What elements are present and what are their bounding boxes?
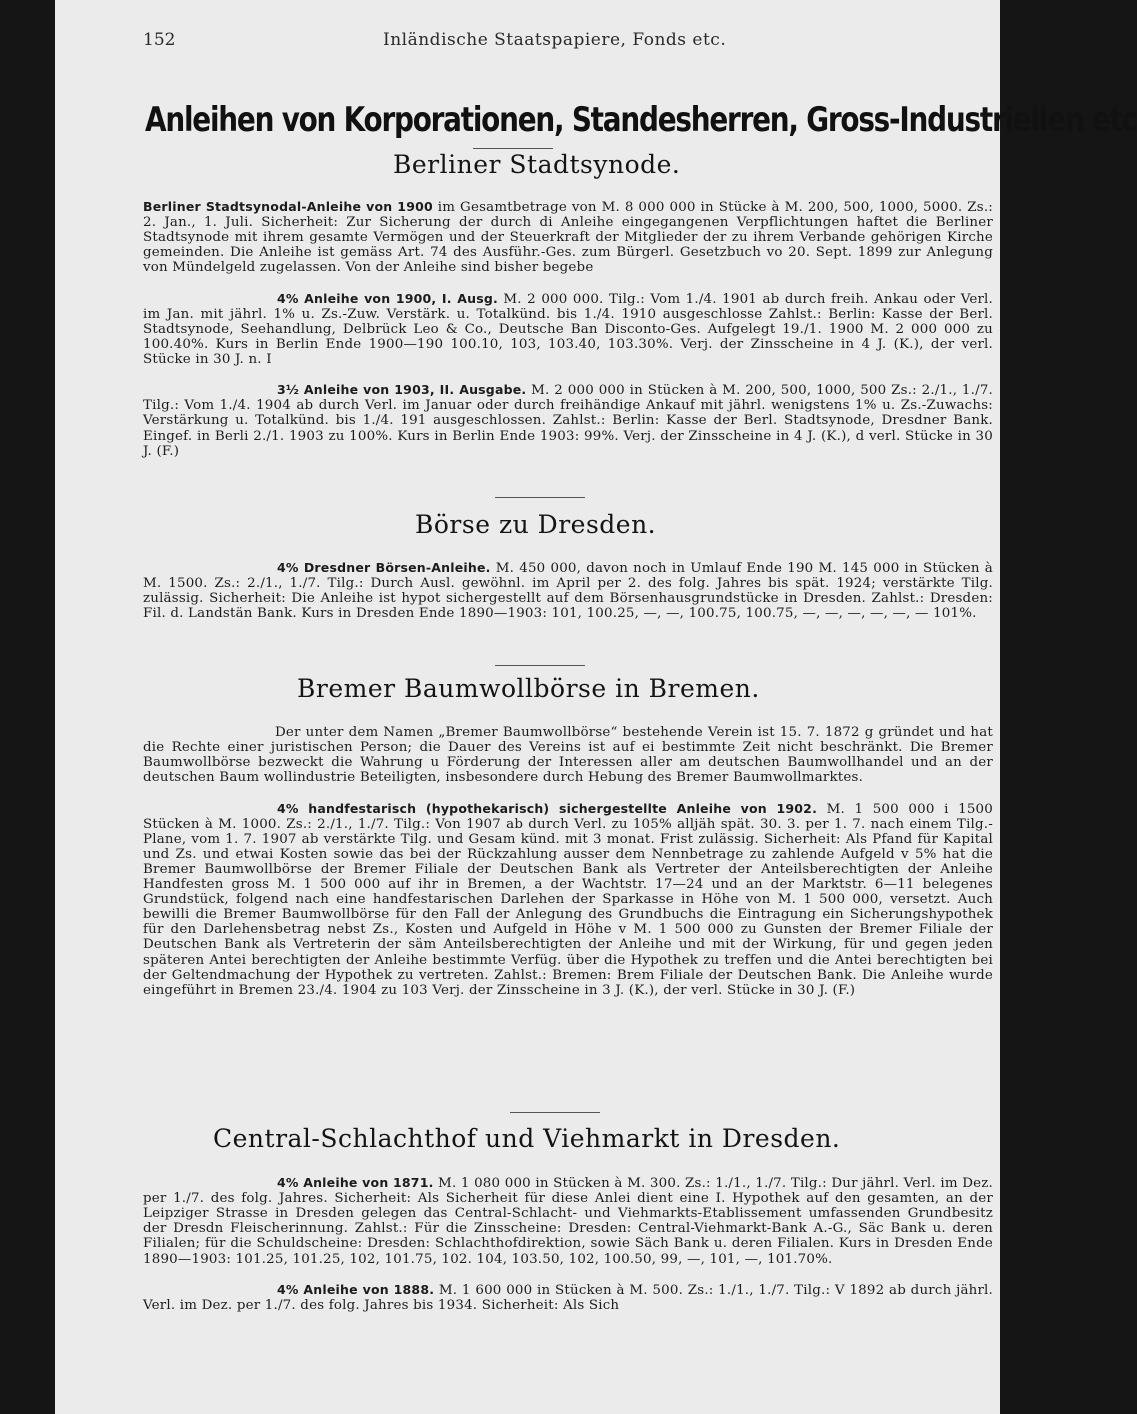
section-body-boerse-zu-dresden	[143, 545, 993, 637]
paragraph-lead: 3½ Anleihe von 1903, II. Ausgabe.	[277, 382, 527, 398]
section-divider	[495, 497, 585, 498]
paragraph	[143, 724, 993, 785]
paragraph	[143, 291, 993, 367]
paragraph-lead: Berliner Stadtsynodal-Anleihe von 1900	[143, 199, 433, 215]
section-title-bremer-baumwollboerse: Bremer Baumwollbörse in Bremen.	[297, 674, 760, 703]
running-title: Inländische Staatspapiere, Fonds etc.	[383, 30, 727, 50]
paragraph	[143, 199, 993, 275]
main-title: Anleihen von Korporationen, Standesherren, Gross-Industriellen etc	[145, 100, 1137, 140]
paragraph	[143, 560, 993, 621]
paragraph	[143, 1282, 993, 1313]
paragraph-text: im Gesamtbetrage von M. 8 000 000 in Stücke à M. 200, 500, 1000, 5000. Zs.: 2. Jan., 1. Juli. Sicherheit: Zur Sicherung der durch di Anleihe eingegangenen Verpflichtungen haftet die Berliner Stadtsynode mit ihrem gesamte Vermögen und der Steuerkraft der Mitglieder der zu ihrem Verbande gehörigen Kirche gemeinden. Die Anleihe ist gemäss Art. 74 des Ausführ.-Ges. zum Bürgerl. Gesetzbuch vo 20. Sept. 1899 zur Anlegung von Mündelgeld zugelassen. Von der Anleihe sind bisher begebe	[143, 200, 993, 276]
page-header	[143, 28, 993, 54]
paragraph-lead: 4% Anleihe von 1871.	[277, 1175, 434, 1191]
document-page	[55, 0, 1137, 1414]
section-title-boerse-zu-dresden: Börse zu Dresden.	[415, 510, 657, 539]
paragraph-text: M. 450 000, davon noch in Umlauf Ende 190 M. 145 000 in Stücken à M. 1500. Zs.: 2./1., 1./7. Tilg.: Durch Ausl. gewöhnl. im April per 2. des folg. Jahres bis spät. 1924; verstärkte Tilg. zulässig. Sicherheit: Die Anleihe ist hypot sichergestellt auf dem Börsenhausgrundstücke in Dresden. Zahlst.: Dresden: Fil. d. Landstän Bank. Kurs in Dresden Ende 1890—1903: 101, 100.25, —, —, 100.75, 100.75, —, —, —, —, —, — 101%.	[143, 561, 993, 622]
paragraph-text: M. 1 500 000 i 1500 Stücken à M. 1000. Zs.: 2./1., 1./7. Tilg.: Von 1907 ab durch Verl. zu 105% alljäh spät. 30. 3. per 1. 7. nach einem Tilg.-Plane, vom 1. 7. 1907 ab verstärkte Tilg. und Gesam künd. mit 3 monat. Frist zulässig. Sicherheit: Als Pfand für Kapital und Zs. und etwai Kosten sowie das bei der Rückzahlung ausser dem Nennbetrage zu zahlende Aufgeld v 5% hat die Bremer Baumwollbörse der Bremer Filiale der Deutschen Bank als Vertreter der Anteilsberechtigten der Anleihe Handfesten gross M. 1 500 000 auf ihr in Bremen, a der Wachtstr. 17—24 und an der Marktstr. 6—11 belegenes Grundstück, folgend nach eine handfestarischen Darlehen der Sparkasse in Höhe von M. 1 500 000, versetzt. Auch bewilli die Bremer Baumwollbörse für den Fall der Anlegung des Grundbuchs die Eintragung ein Sicherungshypothek für den Darlehensbetrag nebst Zs., Kosten und Aufgeld in Höhe v M. 1 500 000 zu Gunsten der Bremer Filiale der Deutschen Bank als Vertreterin der säm Anteilsberechtigten der Anleihe und mit der Wirkung, für und gegen jeden späteren Antei berechtigten der Anleihe bestimmte Verfüg. über die Hypothek zu treffen und die Antei berechtigten bei der Geltendmachung der Hypothek zu vertreten. Zahlst.: Bremen: Brem Filiale der Deutschen Bank. Die Anleihe wurde eingeführt in Bremen 23./4. 1904 zu 103 Verj. der Zinsscheine in 3 J. (K.), der verl. Stücke in 30 J. (F.)	[143, 801, 993, 998]
section-body-central-schlachthof	[143, 1160, 993, 1328]
section-body-bremer-baumwollboerse	[143, 709, 993, 1013]
section-divider	[473, 148, 553, 149]
paragraph-lead: 4% Anleihe von 1900, I. Ausg.	[277, 290, 498, 306]
paragraph-text: M. 1 080 000 in Stücken à M. 300. Zs.: 1./1., 1./7. Tilg.: Dur jährl. Verl. im Dez. per 1./7. des folg. Jahres. Sicherheit: Als Sicherheit für diese Anlei dient eine I. Hypothek auf den gesamten, an der Leipziger Strasse in Dresden gelegen das Central-Schlacht- und Viehmarkts-Etablissement umfassenden Grundbesitz der Dresdn Fleischerinnung. Zahlst.: Für die Zinsscheine: Dresden: Central-Viehmarkt-Bank A.-G., Säc Bank u. deren Filialen; für die Schuldscheine: Dresden: Schlachthofdirektion, sowie Säch Bank u. deren Filialen. Kurs in Dresden Ende 1890—1903: 101.25, 101.25, 102, 101.75, 102. 104, 103.50, 102, 100.50, 99, —, 101, —, 101.70%.	[143, 1176, 993, 1267]
paragraph	[143, 801, 993, 998]
paragraph-text: M. 1 600 000 in Stücken à M. 500. Zs.: 1./1., 1./7. Tilg.: V 1892 ab durch jährl. Verl. im Dez. per 1./7. des folg. Jahres bis 1934. Sicherheit: Als Sich	[143, 1282, 993, 1313]
paragraph-lead: 4% handfestarisch (hypothekarisch) sichergestellte Anleihe von 1902.	[277, 800, 818, 816]
paragraph-lead: 4% Dresdner Börsen-Anleihe.	[277, 560, 491, 576]
paragraph	[143, 382, 993, 458]
paragraph	[143, 1175, 993, 1267]
section-title-berliner-stadtsynode: Berliner Stadtsynode.	[393, 150, 681, 179]
section-divider	[510, 1112, 600, 1113]
page-number: 152	[143, 30, 176, 50]
section-divider	[495, 665, 585, 666]
section-body-berliner-stadtsynode	[143, 184, 993, 474]
paragraph-text: M. 2 000 000. Tilg.: Vom 1./4. 1901 ab durch freih. Ankau oder Verl. im Jan. mit jährl. 1% u. Zs.-Zuw. Verstärk. u. Totalkünd. bis 1./4. 1910 ausgeschlosse Zahlst.: Berlin: Kasse der Berl. Stadtsynode, Seehandlung, Delbrück Leo & Co., Deutsche Ban Disconto-Ges. Aufgelegt 19./1. 1900 M. 2 000 000 zu 100.40%. Kurs in Berlin Ende 1900—190 100.10, 103, 103.40, 103.30%. Verj. der Zinsscheine in 4 J. (K.), der verl. Stücke in 30 J. n. I	[143, 291, 993, 368]
paragraph-text: Der unter dem Namen „Bremer Baumwollbörse“ bestehende Verein ist 15. 7. 1872 g gründet und hat die Rechte einer juristischen Person; die Dauer des Vereins ist auf ei bestimmte Zeit nicht beschränkt. Die Bremer Baumwollbörse bezweckt die Wahrung u Förderung der Interessen aller am deutschen Baumwollhandel und an der deutschen Baum wollindustrie Beteiligten, insbesondere durch Hebung des Bremer Baumwollmarktes.	[143, 725, 993, 786]
paragraph-text: M. 2 000 000 in Stücken à M. 200, 500, 1000, 500 Zs.: 2./1., 1./7. Tilg.: Vom 1./4. 1904 ab durch Verl. im Januar oder durch freihändige Ankauf mit jährl. wenigstens 1% u. Zs.-Zuwachs: Verstärkung u. Totalkünd. bis 1./4. 191 ausgeschlossen. Zahlst.: Berlin: Kasse der Berl. Stadtsynode, Dresdner Bank. Eingef. in Berli 2./1. 1903 zu 100%. Kurs in Berlin Ende 1903: 99%. Verj. der Zinsscheine in 4 J. (K.), d verl. Stücke in 30 J. (F.)	[143, 383, 993, 459]
paragraph-lead: 4% Anleihe von 1888.	[277, 1281, 435, 1297]
section-title-central-schlachthof: Central-Schlachthof und Viehmarkt in Dresden.	[213, 1124, 841, 1153]
